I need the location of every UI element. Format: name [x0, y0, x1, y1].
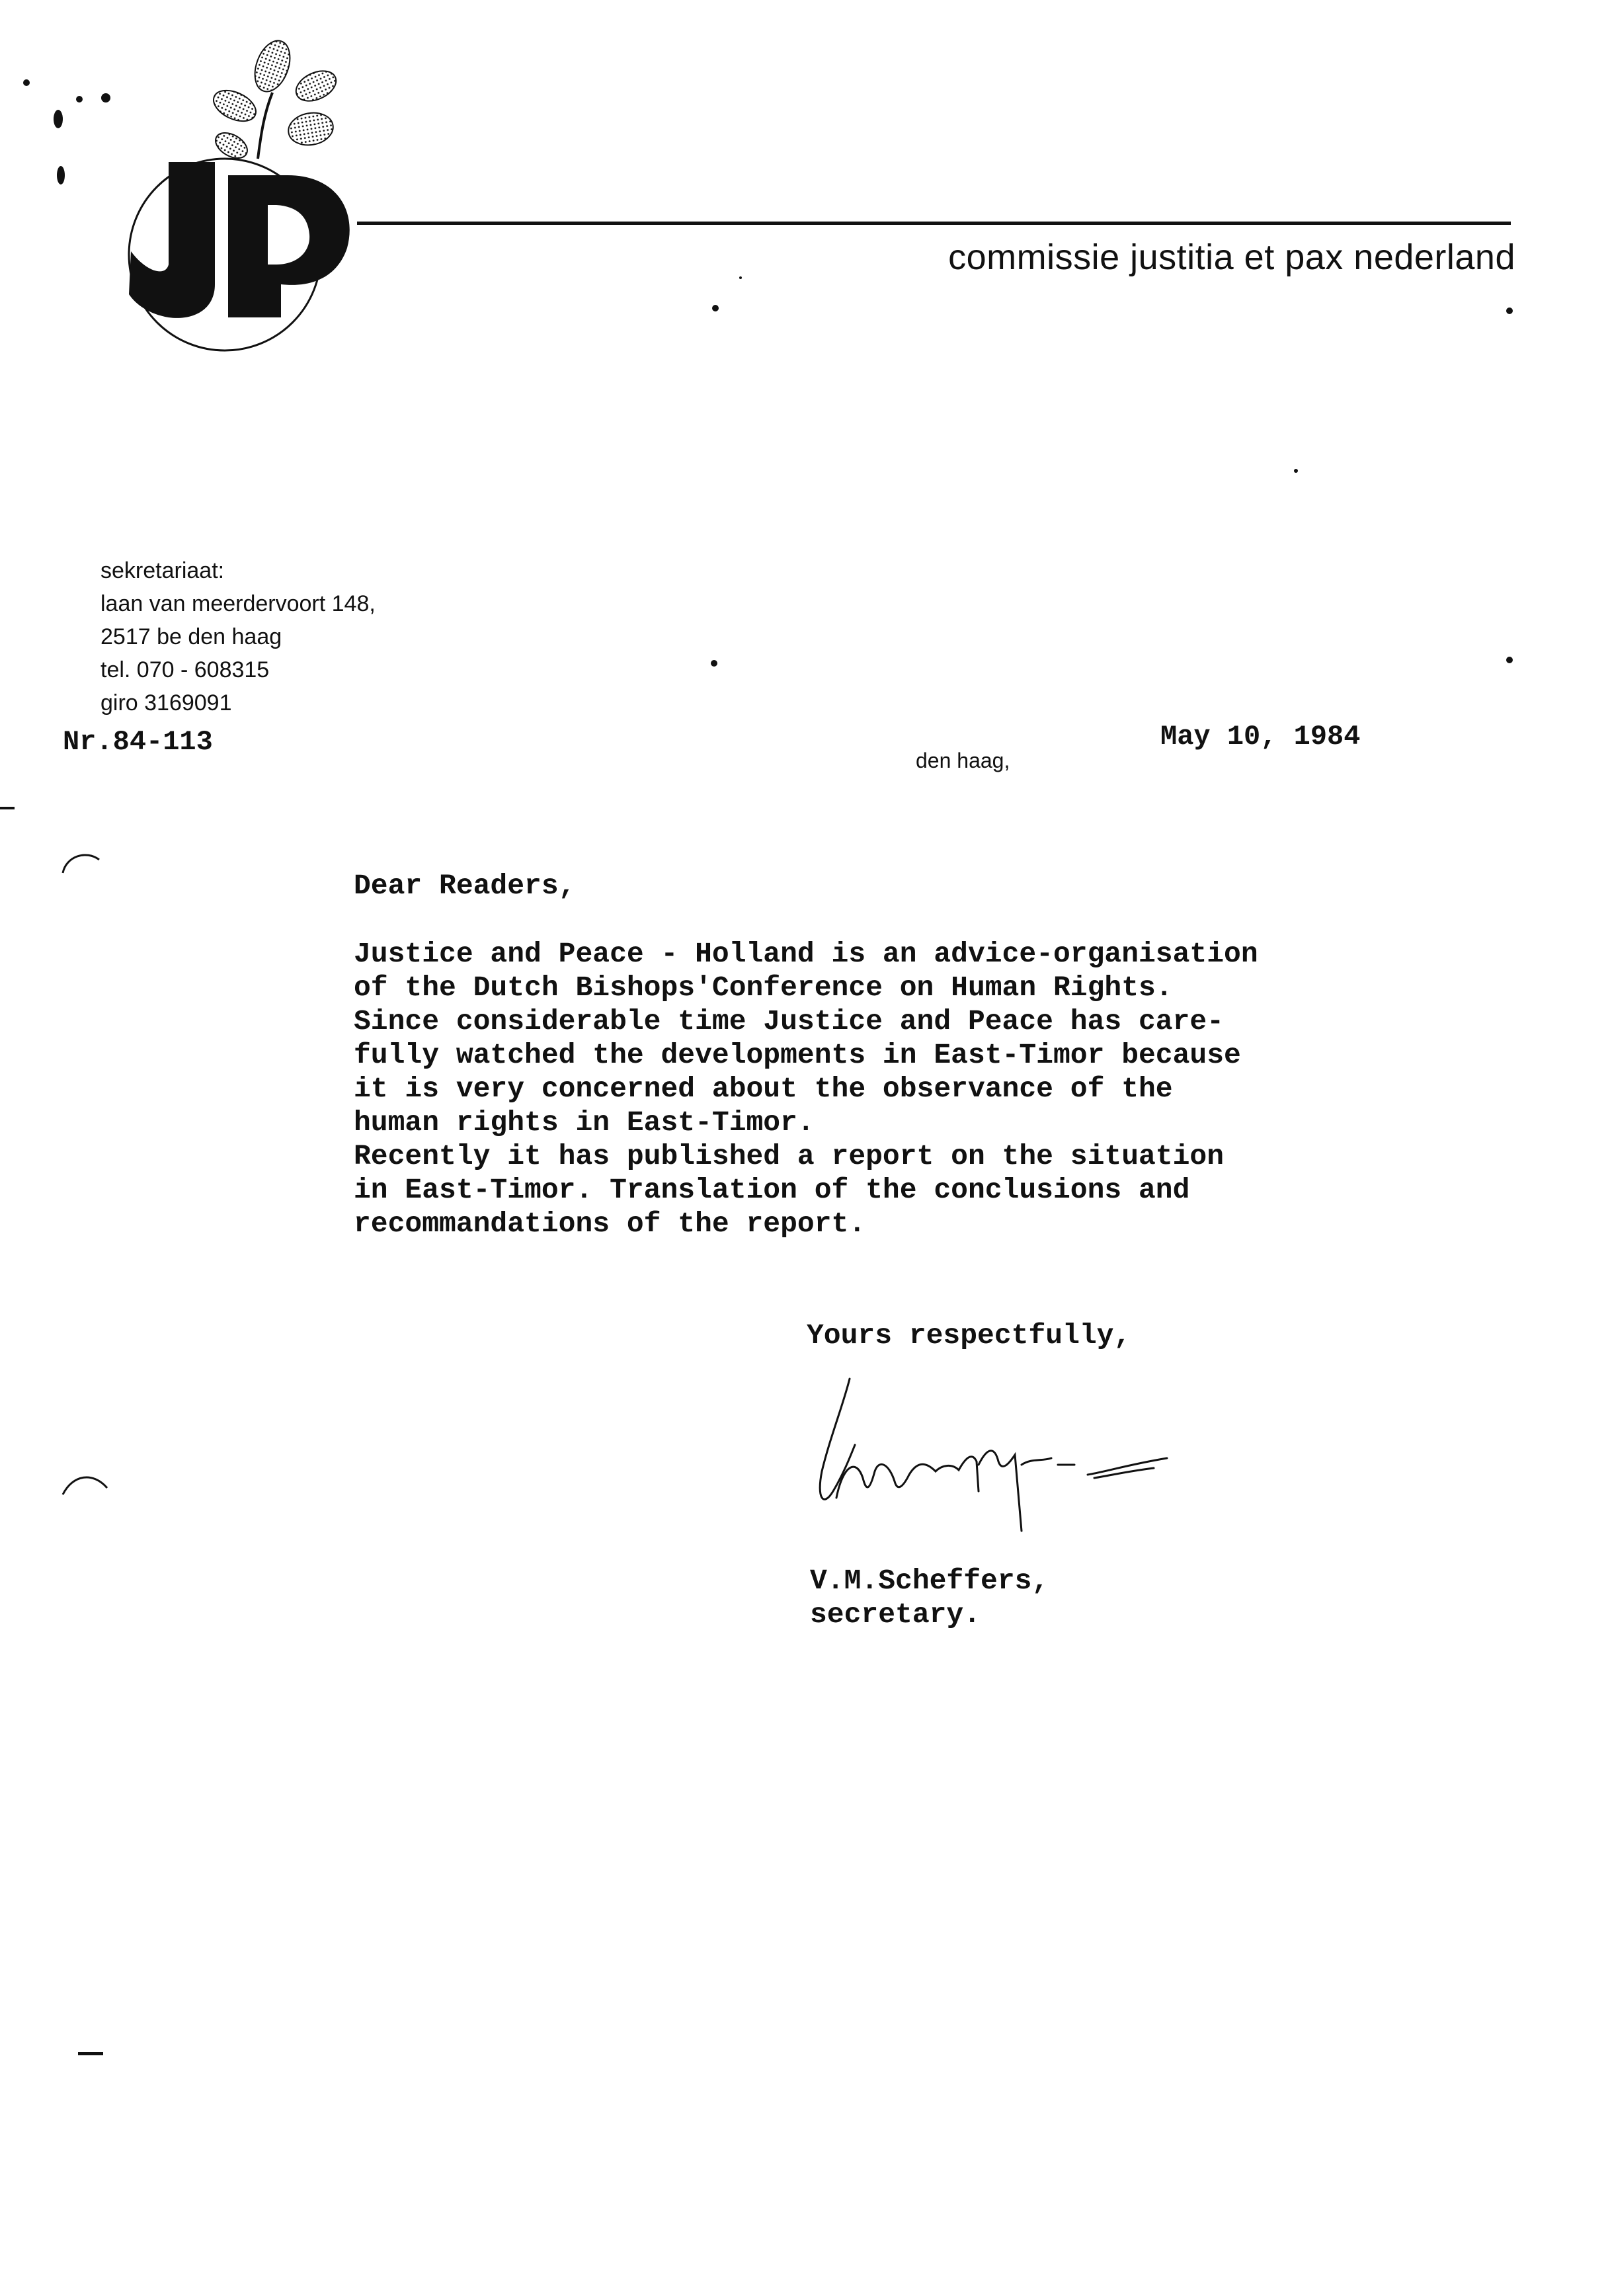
reference-number: Nr.84-113 [63, 726, 213, 758]
signer-title: secretary. [810, 1598, 981, 1631]
place-label: den haag, [916, 749, 1010, 772]
address-city: 2517 be den haag [100, 624, 282, 649]
body-line: Recently it has published a report on the situation [354, 1140, 1225, 1172]
letter-body [354, 937, 1258, 1241]
address-label: sekretariaat: [100, 558, 225, 583]
olive-branch-icon [209, 40, 341, 163]
organisation-name: commissie justitia et pax nederland [948, 237, 1515, 277]
body-line: human rights in East-Timor. [354, 1106, 815, 1139]
body-line: Justice and Peace - Holland is an advice-organisation [354, 938, 1258, 970]
signer-name: V.M.Scheffers, [810, 1565, 1049, 1597]
secretariat-address [100, 554, 376, 719]
body-line: in East-Timor. Translation of the conclusions and [354, 1174, 1190, 1206]
body-line: of the Dutch Bishops'Conference on Human Rights. [354, 971, 1173, 1004]
body-line: recommandations of the report. [354, 1208, 866, 1240]
address-giro: giro 3169091 [100, 690, 232, 716]
handwritten-signature [797, 1366, 1207, 1551]
body-line: it is very concerned about the observance of the [354, 1073, 1173, 1105]
letter-date: May 10, 1984 [1160, 721, 1361, 753]
justitia-et-pax-logo [99, 40, 370, 357]
body-line: Since considerable time Justice and Peace has care- [354, 1005, 1225, 1038]
address-phone: tel. 070 - 608315 [100, 657, 270, 682]
address-street: laan van meerdervoort 148, [100, 591, 376, 616]
signer-block [810, 1564, 1049, 1631]
body-line: fully watched the developments in East-Timor because [354, 1039, 1241, 1071]
closing: Yours respectfully, [807, 1319, 1131, 1352]
letterhead-rule [357, 222, 1511, 225]
salutation: Dear Readers, [354, 870, 576, 902]
